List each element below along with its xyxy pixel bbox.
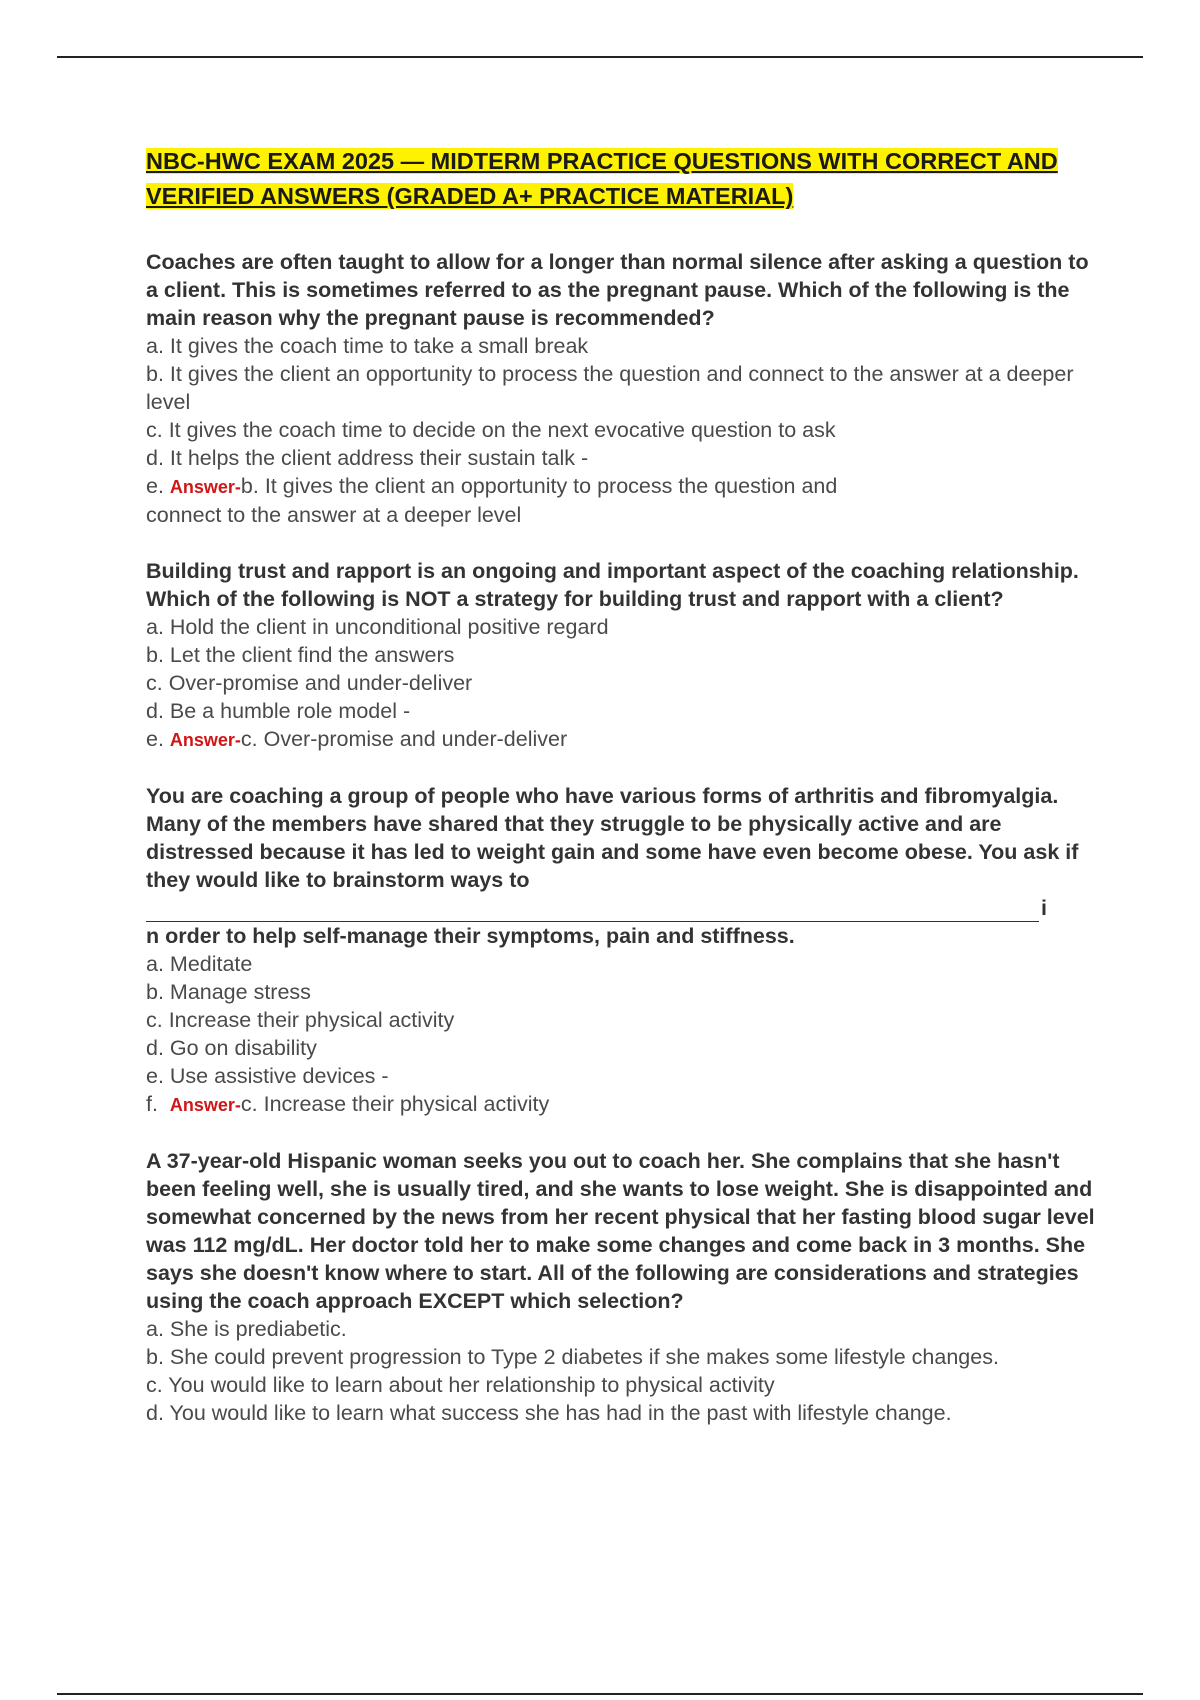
fill-in-blank — [146, 894, 1096, 922]
answer-label: Answer- — [169, 730, 241, 750]
option-list — [146, 1315, 1096, 1427]
option-d: d. Go on disability — [146, 1036, 317, 1060]
option-c: c. It gives the coach time to decide on the next evocative question to ask — [146, 418, 836, 442]
option-e: e. Use assistive devices - — [146, 1064, 389, 1088]
answer-text: b. It gives the client an opportunity to process the question and — [240, 474, 838, 498]
option-list — [146, 332, 1096, 529]
document-body — [146, 144, 1096, 1455]
option-c: c. You would like to learn about her relationship to physical activity — [146, 1373, 775, 1397]
question-text: Coaches are often taught to allow for a longer than normal silence after asking a question to a client. This is sometimes referred to as the pregnant pause. Which of the following is the main reason why the pregnant pause is recommended? — [146, 250, 1089, 330]
question-text: Building trust and rapport is an ongoing and important aspect of the coaching relationship. Which of the following is NOT a strategy for building trust and rapport with a client? — [146, 559, 1079, 611]
document-title — [146, 144, 1096, 214]
option-list — [146, 613, 1096, 754]
option-b: b. She could prevent progression to Type 2 diabetes if she makes some lifestyle changes. — [146, 1345, 999, 1369]
option-a: a. It gives the coach time to take a small break — [146, 334, 589, 358]
option-a: a. Meditate — [146, 952, 253, 976]
option-d: d. It helps the client address their sustain talk - — [146, 446, 589, 470]
option-d: d. You would like to learn what success she has had in the past with lifestyle change. — [146, 1401, 952, 1425]
answer-line — [146, 1090, 1096, 1119]
option-b: b. Let the client find the answers — [146, 643, 455, 667]
answer-label: Answer- — [169, 477, 241, 497]
title-line-1: NBC-HWC EXAM 2025 — MIDTERM PRACTICE QUESTIONS WITH CORRECT AND — [146, 148, 1058, 174]
option-a: a. Hold the client in unconditional positive regard — [146, 615, 609, 639]
blank-underline — [146, 899, 1039, 922]
option-b: b. Manage stress — [146, 980, 311, 1004]
option-a: a. She is prediabetic. — [146, 1317, 347, 1341]
question-3 — [146, 782, 1096, 1119]
answer-prefix: f. — [146, 1092, 170, 1116]
option-list — [146, 950, 1096, 1119]
answer-line — [146, 725, 1096, 754]
question-text-continued: n order to help self-manage their symptoms, pain and stiffness. — [146, 924, 795, 948]
question-text: A 37-year-old Hispanic woman seeks you out to coach her. She complains that she hasn't been feeling well, she is usually tired, and she wants to lose weight. She is disappointed and somewhat concerned by the news from her recent physical that her fasting blood sugar level was 112 mg/dL. Her doctor told her to make some changes and come back in 3 months. She says she doesn't know where to start. All of the following are considerations and strategies using the coach approach EXCEPT which selection? — [146, 1149, 1095, 1313]
question-text: You are coaching a group of people who have various forms of arthritis and fibromyalgia. Many of the members have shared that they struggle to be physically active and are distressed because it has led to weight gain and some have even become obese. You ask if they would like to brainstorm ways to — [146, 784, 1079, 892]
answer-label: Answer- — [169, 1095, 241, 1115]
option-b: b. It gives the client an opportunity to process the question and connect to the answer at a deeper level — [146, 362, 1074, 414]
answer-text: c. Over-promise and under-deliver — [240, 727, 568, 751]
answer-prefix: e. — [146, 727, 170, 751]
answer-continuation: connect to the answer at a deeper level — [146, 503, 522, 527]
answer-prefix: e. — [146, 474, 170, 498]
option-d: d. Be a humble role model - — [146, 699, 411, 723]
question-1 — [146, 248, 1096, 529]
answer-line — [146, 472, 1096, 501]
question-4 — [146, 1147, 1096, 1427]
option-c: c. Increase their physical activity — [146, 1008, 455, 1032]
blank-tail: i — [1041, 896, 1047, 920]
title-line-2: VERIFIED ANSWERS (GRADED A+ PRACTICE MATERIAL) — [146, 183, 794, 209]
option-c: c. Over-promise and under-deliver — [146, 671, 473, 695]
footer-rule — [57, 1693, 1143, 1695]
header-rule — [57, 56, 1143, 58]
question-2 — [146, 557, 1096, 754]
answer-text: c. Increase their physical activity — [240, 1092, 550, 1116]
